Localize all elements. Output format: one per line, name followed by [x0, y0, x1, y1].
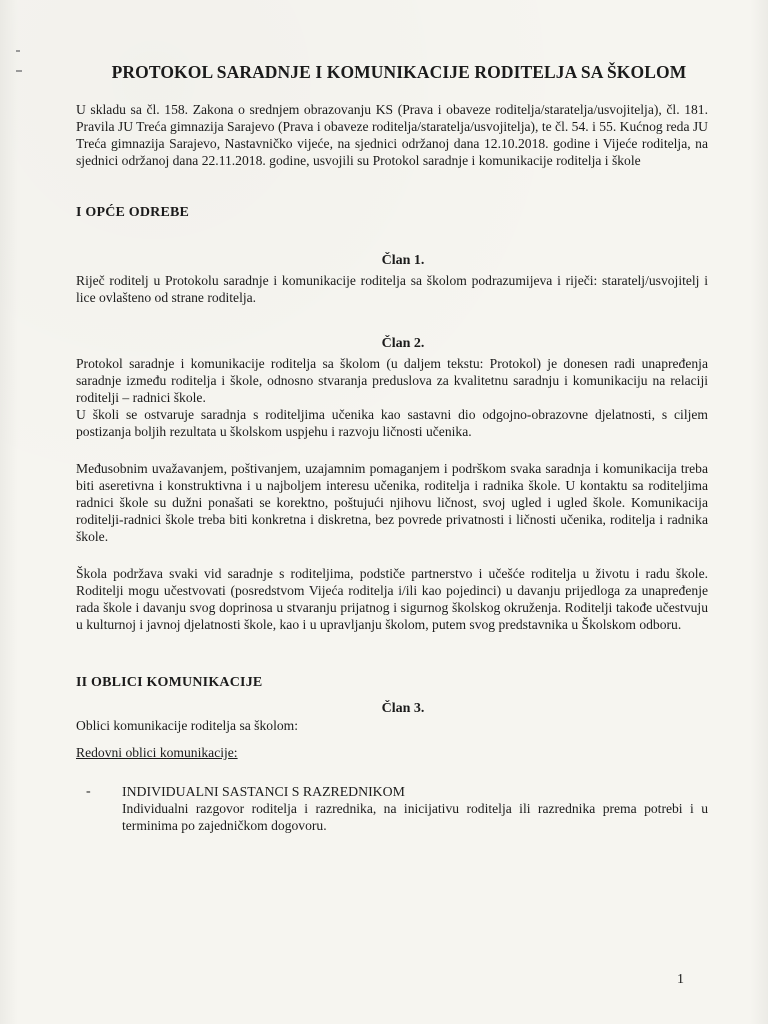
list-bullet: - [86, 784, 91, 799]
article-3 [76, 701, 708, 834]
list-item [86, 783, 708, 834]
list-item-text: Individualni razgovor roditelja i razrednika, na inicijativu roditelja ili razrednika prema potrebi i u terminima po zajedničkom dogovoru. [122, 801, 708, 833]
list-item-title: INDIVIDUALNI SASTANCI S RAZREDNIKOM [122, 784, 405, 799]
list-item-body [122, 783, 708, 834]
article-1-heading: Član 1. [381, 253, 425, 268]
article-1-text: Riječ roditelj u Protokolu saradnje i komunikacije roditelja sa školom podrazumijeva i riječi: staratelj/usvojitelj i lice ovlašteno od strane roditelja. [76, 273, 708, 305]
scan-artifact [16, 50, 20, 52]
article-3-heading: Član 3. [381, 701, 425, 716]
article-2-paragraph-3: Međusobnim uvažavanjem, poštivanjem, uzajamnim pomaganjem i podrškom svaka saradnja i komunikacija treba biti aseretivna i konstruktivna i u najboljem interesu učenika, roditelja i radnika škole. U kontaktu sa roditeljima radnici škole su dužni ponašati se korektno, poštujući njihovu ličnost, svoj ugled i ugled škole. Komunikacija roditelji-radnici škole treba biti konkretna i diskretna, bez povrede privatnosti i ličnosti učenika, roditelja i radnika škole. [76, 461, 708, 544]
scan-artifact [16, 70, 22, 72]
article-3-subheading: Redovni oblici komunikacije: [76, 745, 238, 760]
section-heading-communication: II OBLICI KOMUNIKACIJE [76, 675, 263, 690]
article-2-paragraph-4: Škola podržava svaki vid saradnje s roditeljima, podstiče partnerstvo i učešće roditelja u životu i radu škole. Roditelji mogu učestvovati (posredstvom Vijeća roditelja i/ili kao pojedinci) u davanju prijedloga za unapređenje rada škole i davanju svog doprinosa u stvaranju prijatnog i sigurnog školskog okruženja. Roditelji takođe učestvuju u kulturnoj i javnoj djelatnosti škole, kao i u upravljanju školom, putem svog predstavnika u Školskom odboru. [76, 566, 708, 632]
page-number: 1 [677, 972, 684, 987]
section-heading-general: I OPĆE ODREBE [76, 205, 190, 220]
intro-paragraph: U skladu sa čl. 158. Zakona o srednjem obrazovanju KS (Prava i obaveze roditelja/staratelja/usvojitelja), čl. 181. Pravila JU Treća gimnazija Sarajevo (Prava i obaveze roditelja/staratelja/usvojitelja), te čl. 54. i 55. Kućnog reda JU Treća gimnazija Sarajevo, Nastavničko vijeće, na sjednici održanoj dana 12.10.2018. godine i Vijeće roditelja, na sjednici održanoj dana 22.11.2018. godine, usvojili su Protokol saradnje i komunikacije roditelja i škole [76, 102, 708, 168]
article-2-paragraph-2: U školi se ostvaruje saradnja s roditeljima učenika kao sastavni dio odgojno-obrazovne djelatnosti, s ciljem postizanja boljih rezultata u školskom uspjehu i razvoju ličnosti učenika. [76, 407, 708, 439]
document-title: PROTOKOL SARADNJE I KOMUNIKACIJE RODITELJA SA ŠKOLOM [111, 62, 687, 82]
article-2-heading: Član 2. [381, 336, 425, 351]
article-2-paragraph-1: Protokol saradnje i komunikacije roditelja sa školom (u daljem tekstu: Protokol) je donesen radi unapređenja saradnje između roditelja i škole, odnosno stvaranja preduslova za kvalitetnu saradnju i komunikaciju na relaciji roditelji – radnici škole. [76, 356, 708, 405]
article-3-intro: Oblici komunikacije roditelja sa školom: [76, 718, 298, 733]
